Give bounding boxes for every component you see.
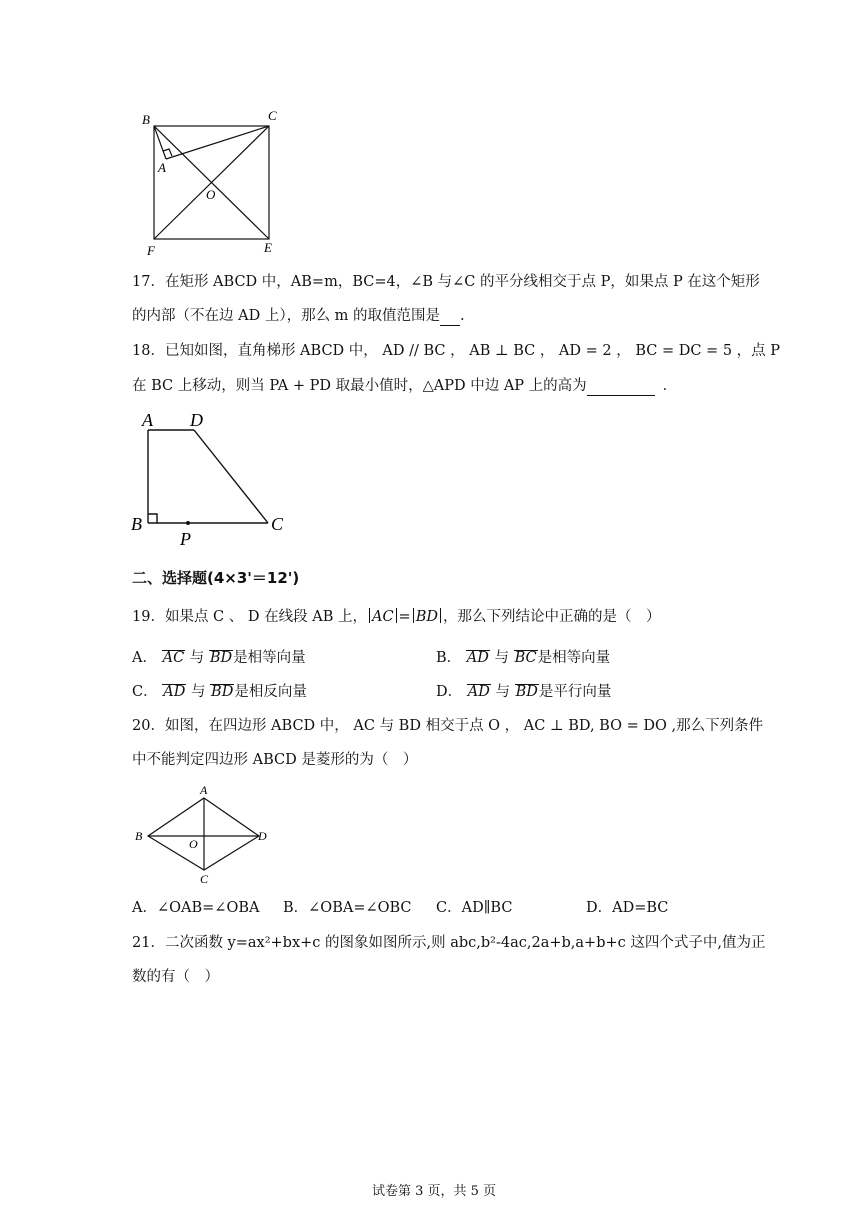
q20-option-d[interactable]: D．AD=BC [586, 900, 669, 916]
q20-line2 [132, 750, 417, 770]
q20-number: 20． [132, 718, 165, 734]
q19-abs-right: BD [415, 609, 438, 625]
q19-abs-left: AC [371, 609, 394, 625]
q19-text-b: ，那么下列结论中正确的是（ ） [442, 609, 661, 625]
q20-text-1: 如图，在四边形 ABCD 中， AC 与 BD 相交于点 O ， AC ⊥ BD, BO = DO ,那么下列条件 [164, 718, 764, 734]
trapezoid-figure [128, 406, 298, 554]
q19-option-c[interactable]: C． AD 与 BD是相反向量 [132, 684, 307, 700]
vector-ac: AC [162, 650, 185, 666]
vector-ad: AD [163, 684, 186, 700]
vector-ad: AD [466, 650, 489, 666]
q19-option-d[interactable]: D． AD 与 BD是平行向量 [436, 684, 612, 700]
square-figure [138, 108, 288, 258]
label-F: F [147, 243, 155, 258]
label-D: D [190, 410, 203, 430]
q21-number: 21． [132, 935, 165, 951]
q19-stem [132, 607, 660, 627]
q21-text-2: 数的有（ ） [132, 969, 219, 985]
q18-number: 18． [132, 343, 165, 359]
q18-answer-blank[interactable] [587, 379, 655, 396]
q19-text-a: 如果点 C 、 D 在线段 AB 上， [164, 609, 367, 625]
section-title: 二、选择题(4×3'＝12') [132, 569, 300, 587]
q18-line1 [132, 341, 780, 361]
rhombus-figure [130, 780, 275, 890]
q20-line1 [132, 716, 763, 736]
q19-option-b[interactable]: B． AD 与 BC是相等向量 [436, 650, 611, 666]
label-O: O [206, 187, 216, 202]
label-O: O [189, 837, 198, 851]
q21-line2 [132, 967, 219, 987]
q17-text-2: 的内部（不在边 AD 上），那么 m 的取值范围是 [132, 308, 441, 324]
q20-option-a[interactable]: A．∠OAB=∠OBA [132, 900, 260, 916]
vector-bd: BD [211, 684, 234, 700]
label-A: A [158, 160, 166, 175]
q20-option-b[interactable]: B．∠OBA=∠OBC [283, 900, 412, 916]
q17-line2 [132, 306, 465, 326]
q17-end: . [460, 308, 465, 324]
label-B: B [142, 112, 150, 127]
q21-text-1: 二次函数 y=ax²+bx+c 的图象如图所示,则 abc,b²-4ac,2a+b,a+b+c 这四个式子中,值为正 [164, 935, 766, 951]
vector-bc: BC [514, 650, 537, 666]
q18-text-1: 已知如图，直角梯形 ABCD 中， AD // BC ， AB ⊥ BC ， AD = 2 ， BC = DC = 5 ，点 P [164, 343, 781, 359]
q17-text-1: 在矩形 ABCD 中，AB=m，BC=4，∠B 与∠C 的平分线相交于点 P，如果点 P 在这个矩形 [164, 274, 760, 290]
q17-line1 [132, 272, 760, 292]
label-C: C [200, 872, 209, 886]
label-B: B [135, 829, 143, 843]
q20-text-2: 中不能判定四边形 ABCD 是菱形的为（ ） [132, 752, 418, 768]
label-A: A [142, 410, 153, 430]
label-D: D [258, 829, 267, 843]
label-A: A [200, 783, 208, 797]
q18-end: ． [662, 378, 678, 394]
q19-number: 19． [132, 609, 165, 625]
page-footer: 试卷第 3 页，共 5 页 [371, 1184, 497, 1199]
q17-answer-blank[interactable] [440, 309, 460, 326]
q18-text-2: 在 BC 上移动，则当 PA + PD 取最小值时，△APD 中边 AP 上的高为 [132, 378, 587, 394]
vector-ad: AD [467, 684, 490, 700]
label-P: P [180, 529, 191, 549]
vector-bd: BD [209, 650, 233, 666]
q19-option-a[interactable]: A． AC 与 BD是相等向量 [132, 650, 306, 666]
q19-eq: = [398, 609, 411, 625]
q18-line2 [132, 376, 677, 396]
label-C: C [268, 108, 277, 123]
label-C: C [271, 514, 284, 534]
label-B: B [131, 514, 142, 534]
vector-bd: BD [515, 684, 538, 700]
q21-line1 [132, 933, 765, 953]
q20-option-c[interactable]: C．AD∥BC [436, 900, 513, 916]
q17-number: 17． [132, 274, 165, 290]
label-E: E [264, 240, 272, 255]
